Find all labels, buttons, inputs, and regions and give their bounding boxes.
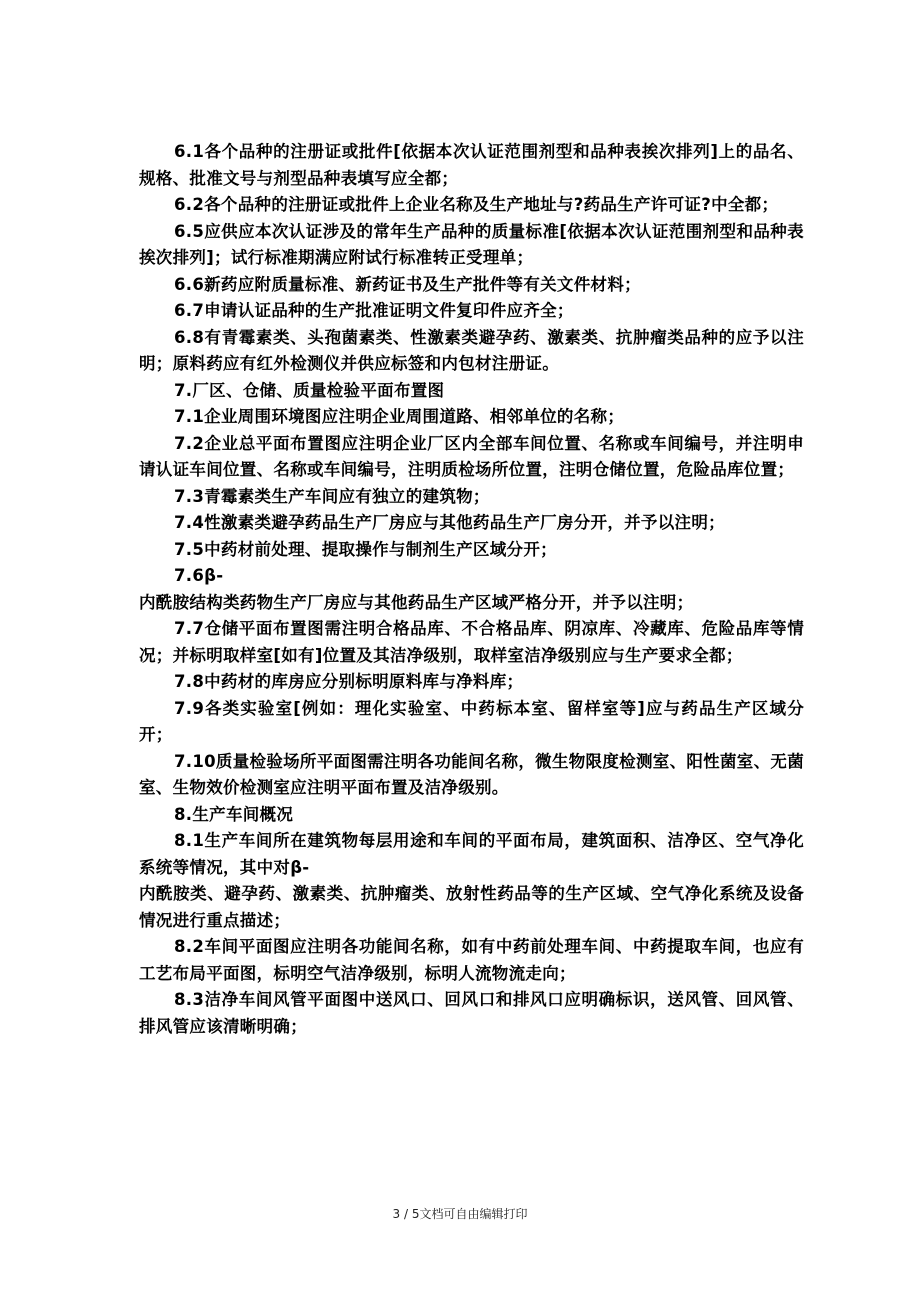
paragraph: 6.5应供应本次认证涉及的常年生产品种的质量标准[依据本次认证范围剂型和品种表挨次排列]；试行标准期满应附试行标准转正受理单； <box>139 221 804 267</box>
section-heading: 8.生产车间概况 <box>174 804 294 824</box>
paragraph: 8.1生产车间所在建筑物每层用途和车间的平面布局，建筑面积、洁净区、空气净化系统等情况，其中对β- <box>139 831 804 877</box>
paragraph: 内酰胺类、避孕药、激素类、抗肿瘤类、放射性药品等的生产区域、空气净化系统及设备情况进行重点描述； <box>139 884 804 930</box>
paragraph: 内酰胺结构类药物生产厂房应与其他药品生产区域严格分开，并予以注明； <box>139 592 694 612</box>
paragraph: 6.6新药应附质量标准、新药证书及生产批件等有关文件材料； <box>174 274 641 294</box>
paragraph: 7.9各类实验室[例如：理化实验室、中药标本室、留样室等]应与药品生产区域分开； <box>139 698 804 744</box>
paragraph: 7.2企业总平面布置图应注明企业厂区内全部车间位置、名称或车间编号，并注明申请认证车间位置、名称或车间编号，注明质检场所位置，注明仓储位置，危险品库位置； <box>139 433 804 479</box>
paragraph: 7.6β- <box>174 566 224 585</box>
paragraph: 6.8有青霉素类、头孢菌素类、性激素类避孕药、激素类、抗肿瘤类品种的应予以注明；原料药应有红外检测仪并供应标签和内包材注册证。 <box>139 327 804 373</box>
paragraph: 6.7申请认证品种的生产批准证明文件复印件应齐全； <box>174 301 574 320</box>
page-footer: 3 / 5文档可自由编辑打印 <box>392 1207 528 1221</box>
section-heading: 7.厂区、仓储、质量检验平面布置图 <box>174 380 445 400</box>
paragraph: 8.2车间平面图应注明各功能间名称，如有中药前处理车间、中药提取车间，也应有工艺布局平面图，标明空气洁净级别，标明人流物流走向； <box>139 937 804 983</box>
paragraph: 7.5中药材前处理、提取操作与制剂生产区域分开； <box>174 539 557 559</box>
paragraph: 6.2各个品种的注册证或批件上企业名称及生产地址与?药品生产许可证?中全都； <box>174 195 779 214</box>
paragraph: 6.1各个品种的注册证或批件[依据本次认证范围剂型和品种表挨次排列]上的品名、规格、批准文号与剂型品种表填写应全都； <box>139 142 804 188</box>
paragraph: 7.4性激素类避孕药品生产厂房应与其他药品生产厂房分开，并予以注明； <box>174 513 725 532</box>
paragraph: 7.8中药材的库房应分别标明原料库与净料库； <box>174 672 524 691</box>
paragraph: 7.7仓储平面布置图需注明合格品库、不合格品库、阴凉库、冷藏库、危险品库等情况；并标明取样室[如有]位置及其洁净级别，取样室洁净级别应与生产要求全都； <box>139 619 804 665</box>
document-body <box>139 139 804 1040</box>
paragraph: 7.10质量检验场所平面图需注明各功能间名称，微生物限度检测室、阳性菌室、无菌室、生物效价检测室应注明平面布置及洁净级别。 <box>139 751 804 797</box>
paragraph: 8.3洁净车间风管平面图中送风口、回风口和排风口应明确标识，送风管、回风管、排风管应该清晰明确； <box>139 990 804 1036</box>
paragraph: 7.3青霉素类生产车间应有独立的建筑物； <box>174 486 490 506</box>
paragraph: 7.1企业周围环境图应注明企业周围道路、相邻单位的名称； <box>174 407 625 426</box>
